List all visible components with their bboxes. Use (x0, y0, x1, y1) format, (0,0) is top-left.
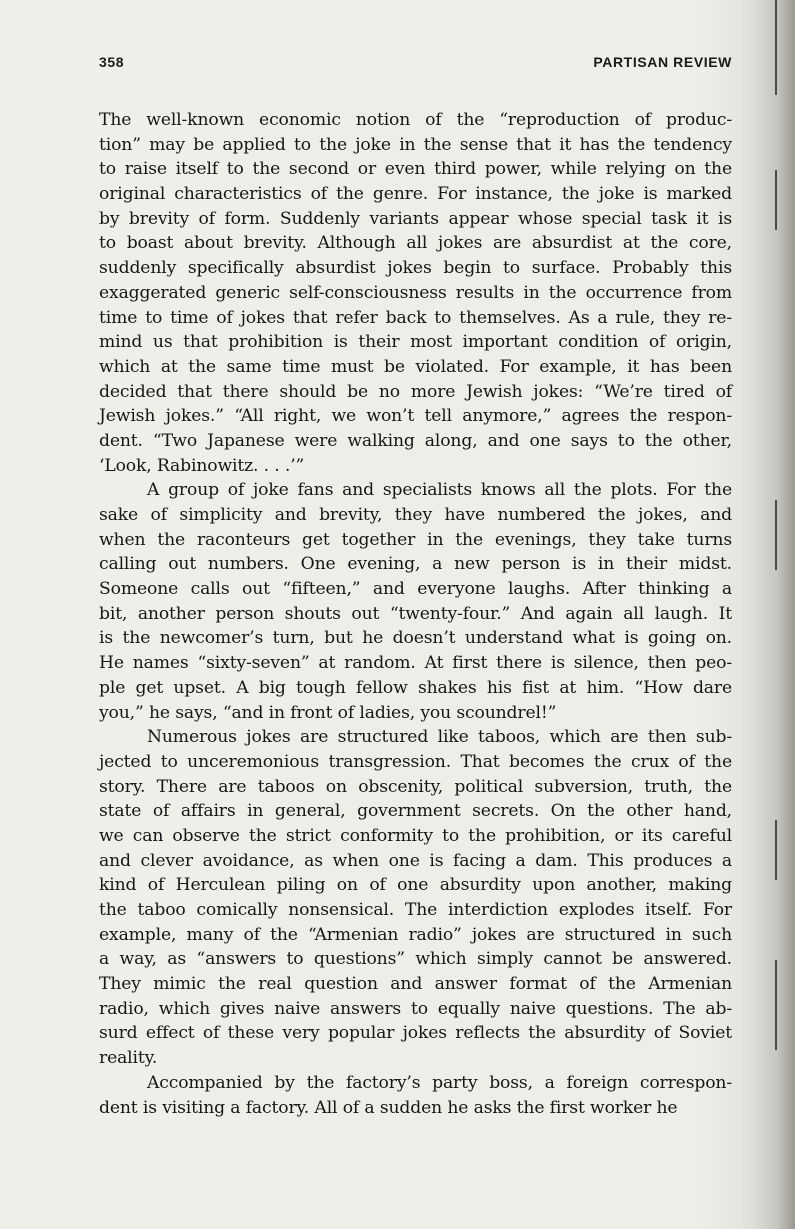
text-line: ‘Look, Rabinowitz. . . .’” (99, 455, 305, 476)
text-line: bit, another person shouts out “twenty-four.” And again all laugh. It (99, 603, 732, 624)
text-line: suddenly specifically absurdist jokes begin to surface. Probably this (99, 258, 732, 279)
running-header (99, 54, 732, 74)
text-line: surd effect of these very popular jokes reflects the absurdity of Soviet (99, 1023, 732, 1044)
text-line: example, many of the “Armenian radio” jokes are structured in such (99, 924, 732, 945)
text-line: state of affairs in general, government secrets. On the other hand, (99, 801, 732, 822)
page-number: 358 (99, 54, 125, 70)
text-line: Jewish jokes.” “All right, we won’t tell anymore,” agrees the respon- (99, 406, 732, 427)
page-edge-shadow (755, 0, 795, 1229)
text-line: by brevity of form. Suddenly variants appear whose special task it is (99, 208, 732, 229)
text-line: you,” he says, “and in front of ladies, you scoundrel!” (99, 702, 557, 723)
text-line: we can observe the strict conformity to the prohibition, or its careful (99, 825, 732, 846)
text-line: reality. (99, 1048, 158, 1069)
text-line: jected to unceremonious transgression. That becomes the crux of the (99, 751, 732, 772)
journal-title: PARTISAN REVIEW (593, 54, 732, 70)
text-line: to boast about brevity. Although all jokes are absurdist at the core, (99, 233, 732, 254)
page-edge-mark (775, 820, 777, 880)
paragraph (99, 478, 732, 725)
text-line: a way, as “answers to questions” which simply cannot be answered. (99, 949, 732, 970)
page-edge-mark (775, 170, 777, 230)
text-line: story. There are taboos on obscenity, political subversion, truth, the (99, 776, 732, 797)
text-line: calling out numbers. One evening, a new person is in their midst. (99, 554, 732, 575)
paragraph (99, 108, 732, 478)
page-edge-mark (775, 0, 777, 95)
text-line: He names “sixty-seven” at random. At first there is silence, then peo- (99, 653, 732, 674)
text-line: A group of joke fans and specialists knows all the plots. For the (147, 480, 732, 501)
text-line: Numerous jokes are structured like taboos, which are then sub- (147, 727, 732, 748)
text-line: dent. “Two Japanese were walking along, and one says to the other, (99, 430, 732, 451)
text-line: radio, which gives naive answers to equally naive questions. The ab- (99, 998, 732, 1019)
text-line: decided that there should be no more Jewish jokes: “We’re tired of (99, 381, 732, 402)
page-edge-mark (775, 960, 777, 1050)
text-line: original characteristics of the genre. For instance, the joke is marked (99, 184, 732, 205)
text-line: which at the same time must be violated. For example, it has been (99, 356, 732, 377)
text-line: kind of Herculean piling on of one absurdity upon another, making (99, 875, 732, 896)
text-line: and clever avoidance, as when one is facing a dam. This produces a (99, 850, 732, 871)
text-line: dent is visiting a factory. All of a sudden he asks the first worker he (99, 1097, 678, 1118)
text-line: is the newcomer’s turn, but he doesn’t understand what is going on. (99, 628, 732, 649)
text-line: to raise itself to the second or even third power, while relying on the (99, 159, 732, 180)
text-line: mind us that prohibition is their most important condition of origin, (99, 332, 732, 353)
text-line: ple get upset. A big tough fellow shakes his fist at him. “How dare (99, 677, 732, 698)
text-line: Someone calls out “fifteen,” and everyone laughs. After thinking a (99, 579, 732, 600)
body-text (99, 108, 732, 1120)
text-line: time to time of jokes that refer back to themselves. As a rule, they re- (99, 307, 732, 328)
text-line: tion” may be applied to the joke in the sense that it has the tendency (99, 134, 732, 155)
text-line: when the raconteurs get together in the evenings, they take turns (99, 529, 732, 550)
page-edge-mark (775, 500, 777, 570)
text-line: Accompanied by the factory’s party boss, a foreign correspon- (147, 1072, 732, 1093)
paragraph (99, 725, 732, 1071)
text-line: exaggerated generic self-consciousness results in the occurrence from (99, 282, 732, 303)
paragraph (99, 1071, 732, 1120)
text-line: They mimic the real question and answer format of the Armenian (99, 974, 732, 995)
text-line: sake of simplicity and brevity, they have numbered the jokes, and (99, 505, 732, 525)
text-line: The well-known economic notion of the “reproduction of produc- (99, 110, 732, 130)
text-line: the taboo comically nonsensical. The interdiction explodes itself. For (99, 900, 732, 920)
